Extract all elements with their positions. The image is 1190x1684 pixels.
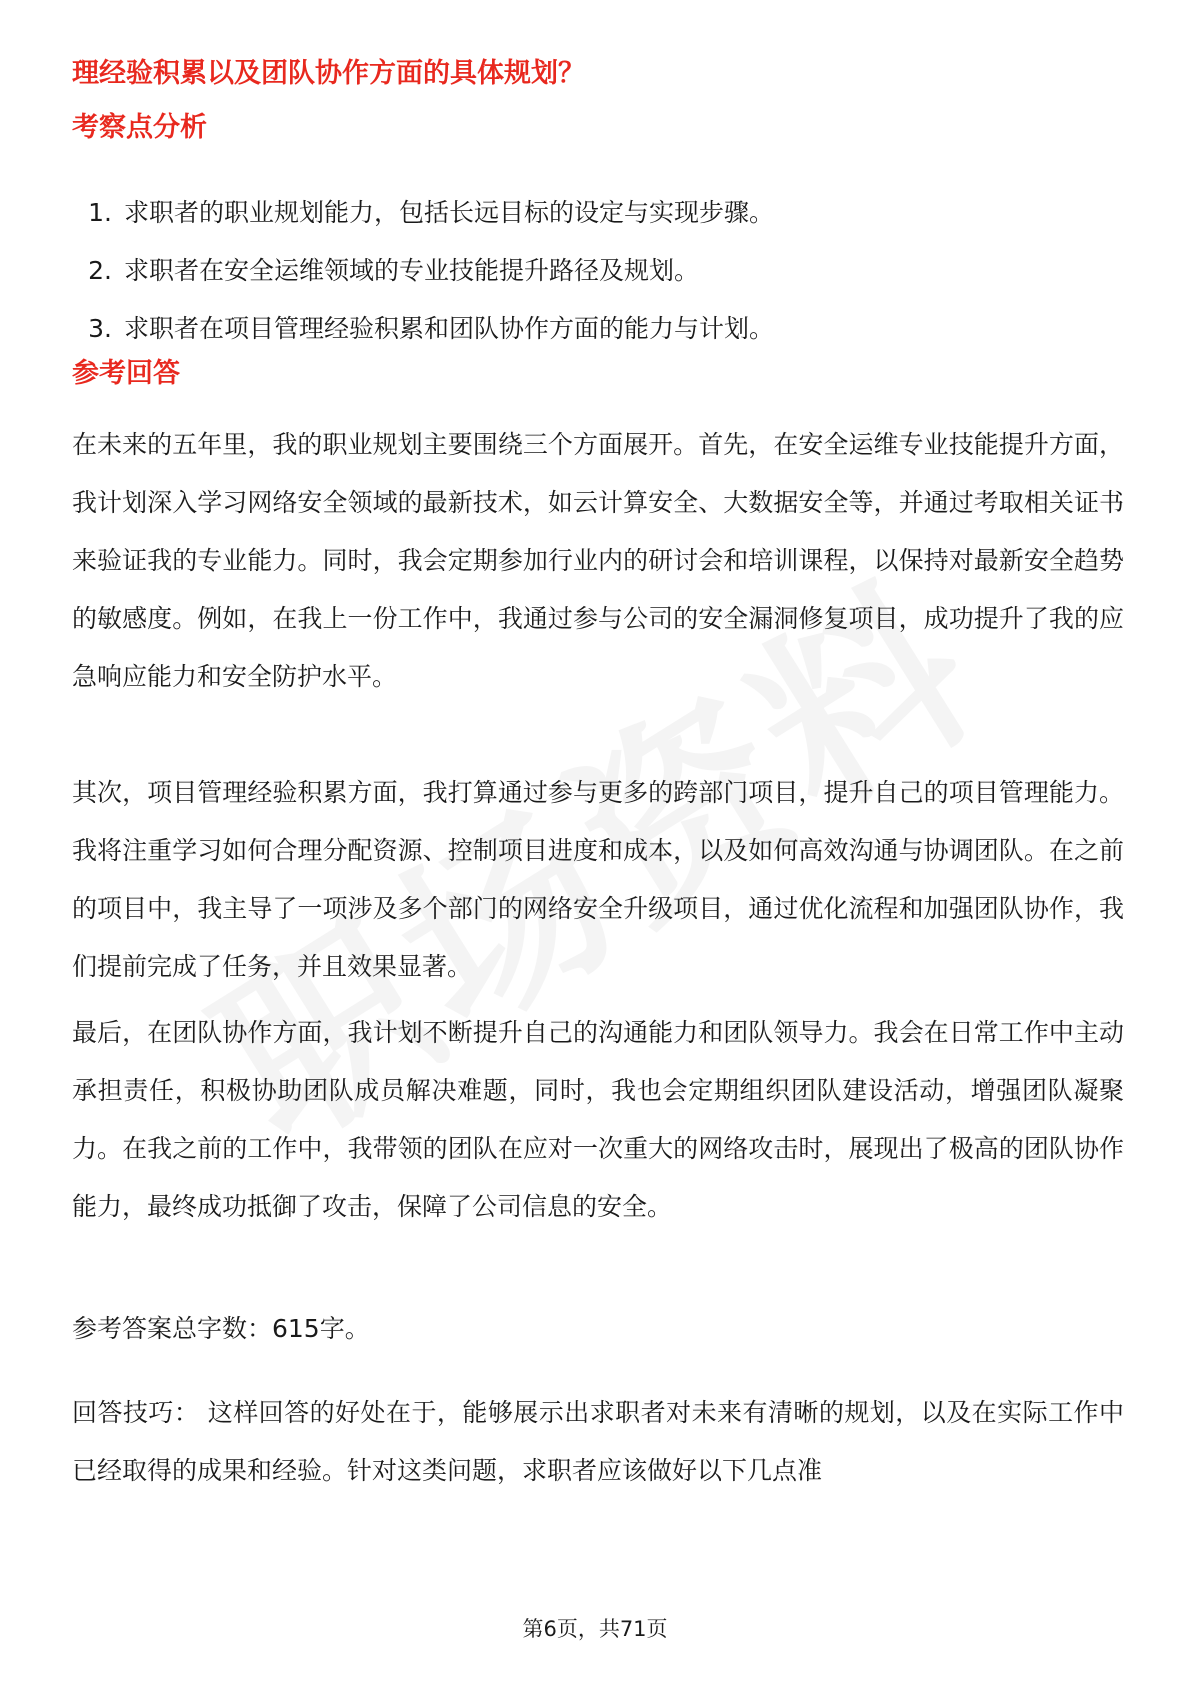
- list-item: [72, 184, 774, 242]
- answer-paragraph-2: 其次，项目管理经验积累方面，我打算通过参与更多的跨部门项目，提升自己的项目管理能力。我将注重学习如何合理分配资源、控制项目进度和成本，以及如何高效沟通与协调团队。在之前的项目中，我主导了一项涉及多个部门的网络安全升级项目，通过优化流程和加强团队协作，我们提前完成了任务，并且效果显著。: [72, 778, 1124, 981]
- answer-tips: 回答技巧： 这样回答的好处在于，能够展示出求职者对未来有清晰的规划，以及在实际工作中已经取得的成果和经验。针对这类问题，求职者应该做好以下几点准: [72, 1398, 1124, 1485]
- analysis-list: [72, 184, 774, 358]
- answer-heading: 参考回答: [72, 358, 180, 389]
- list-text: 求职者在项目管理经验积累和团队协作方面的能力与计划。: [124, 314, 775, 343]
- list-number: 2.: [88, 256, 112, 285]
- answer-paragraph-1: 在未来的五年里，我的职业规划主要围绕三个方面展开。首先，在安全运维专业技能提升方面，我计划深入学习网络安全领域的最新技术，如云计算安全、大数据安全等，并通过考取相关证书来验证我的专业能力。同时，我会定期参加行业内的研讨会和培训课程，以保持对最新安全趋势的敏感度。例如，在我上一份工作中，我通过参与公司的安全漏洞修复项目，成功提升了我的应急响应能力和安全防护水平。: [72, 430, 1124, 691]
- list-number: 3.: [88, 314, 112, 343]
- list-text: 求职者的职业规划能力，包括长远目标的设定与实现步骤。: [124, 198, 775, 227]
- list-text: 求职者在安全运维领域的专业技能提升路径及规划。: [124, 256, 700, 285]
- word-count: 参考答案总字数：615字。: [72, 1314, 370, 1343]
- list-item: [72, 300, 774, 358]
- answer-paragraph-3: 最后，在团队协作方面，我计划不断提升自己的沟通能力和团队领导力。我会在日常工作中主动承担责任，积极协助团队成员解决难题，同时，我也会定期组织团队建设活动，增强团队凝聚力。在我之前的工作中，我带领的团队在应对一次重大的网络攻击时，展现出了极高的团队协作能力，最终成功抵御了攻击，保障了公司信息的安全。: [72, 1018, 1124, 1221]
- list-item: [72, 242, 774, 300]
- analysis-heading: 考察点分析: [72, 112, 207, 143]
- list-number: 1.: [88, 198, 112, 227]
- page-number: 第6页，共71页: [522, 1617, 668, 1641]
- question-title: 理经验积累以及团队协作方面的具体规划？: [72, 58, 585, 89]
